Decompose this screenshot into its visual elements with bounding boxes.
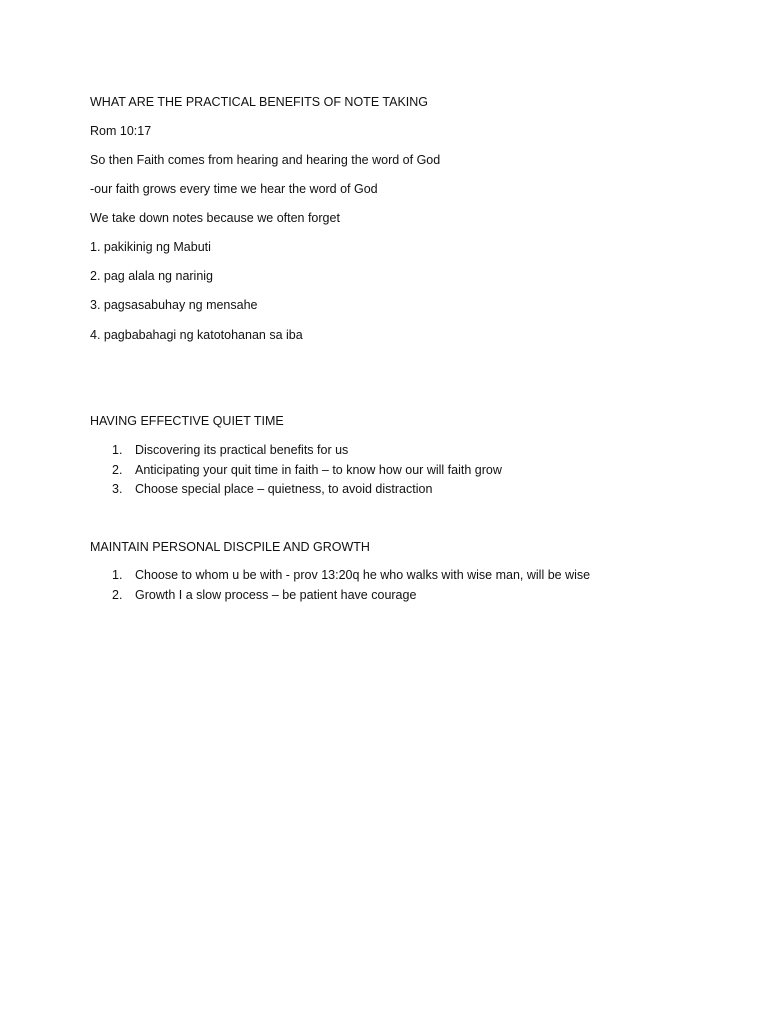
list-number: 1. xyxy=(112,443,123,457)
section-heading-note-taking: WHAT ARE THE PRACTICAL BENEFITS OF NOTE TAKING xyxy=(90,95,429,109)
list-item-text: Discovering its practical benefits for us xyxy=(135,443,349,457)
numbered-note: 1. pakikinig ng Mabuti xyxy=(90,240,211,254)
numbered-note: 2. pag alala ng narinig xyxy=(90,269,214,283)
list-item-text: Growth I a slow process – be patient have courage xyxy=(135,587,417,602)
list-item-text: Choose to whom u be with - prov 13:20q he who walks with wise man, will be wise xyxy=(135,568,591,582)
scripture-reference: Rom 10:17 xyxy=(90,124,152,138)
list-number: 2. xyxy=(112,462,123,477)
note-line: -our faith grows every time we hear the word of God xyxy=(90,182,378,196)
scripture-verse: So then Faith comes from hearing and hearing the word of God xyxy=(90,153,441,167)
list-item-text: Anticipating your quit time in faith – to know how our will faith grow xyxy=(135,462,502,477)
numbered-note: 3. pagsasabuhay ng mensahe xyxy=(90,298,258,312)
list-item-text: Choose special place – quietness, to avoid distraction xyxy=(135,482,433,496)
note-line: We take down notes because we often forget xyxy=(90,211,340,225)
list-number: 2. xyxy=(112,587,123,602)
numbered-note: 4. pagbabahagi ng katotohanan sa iba xyxy=(90,328,303,342)
section-heading-discipline: MAINTAIN PERSONAL DISCPILE AND GROWTH xyxy=(90,540,370,554)
list-number: 1. xyxy=(112,568,123,582)
section-heading-quiet-time: HAVING EFFECTIVE QUIET TIME xyxy=(90,414,284,428)
list-number: 3. xyxy=(112,482,123,496)
